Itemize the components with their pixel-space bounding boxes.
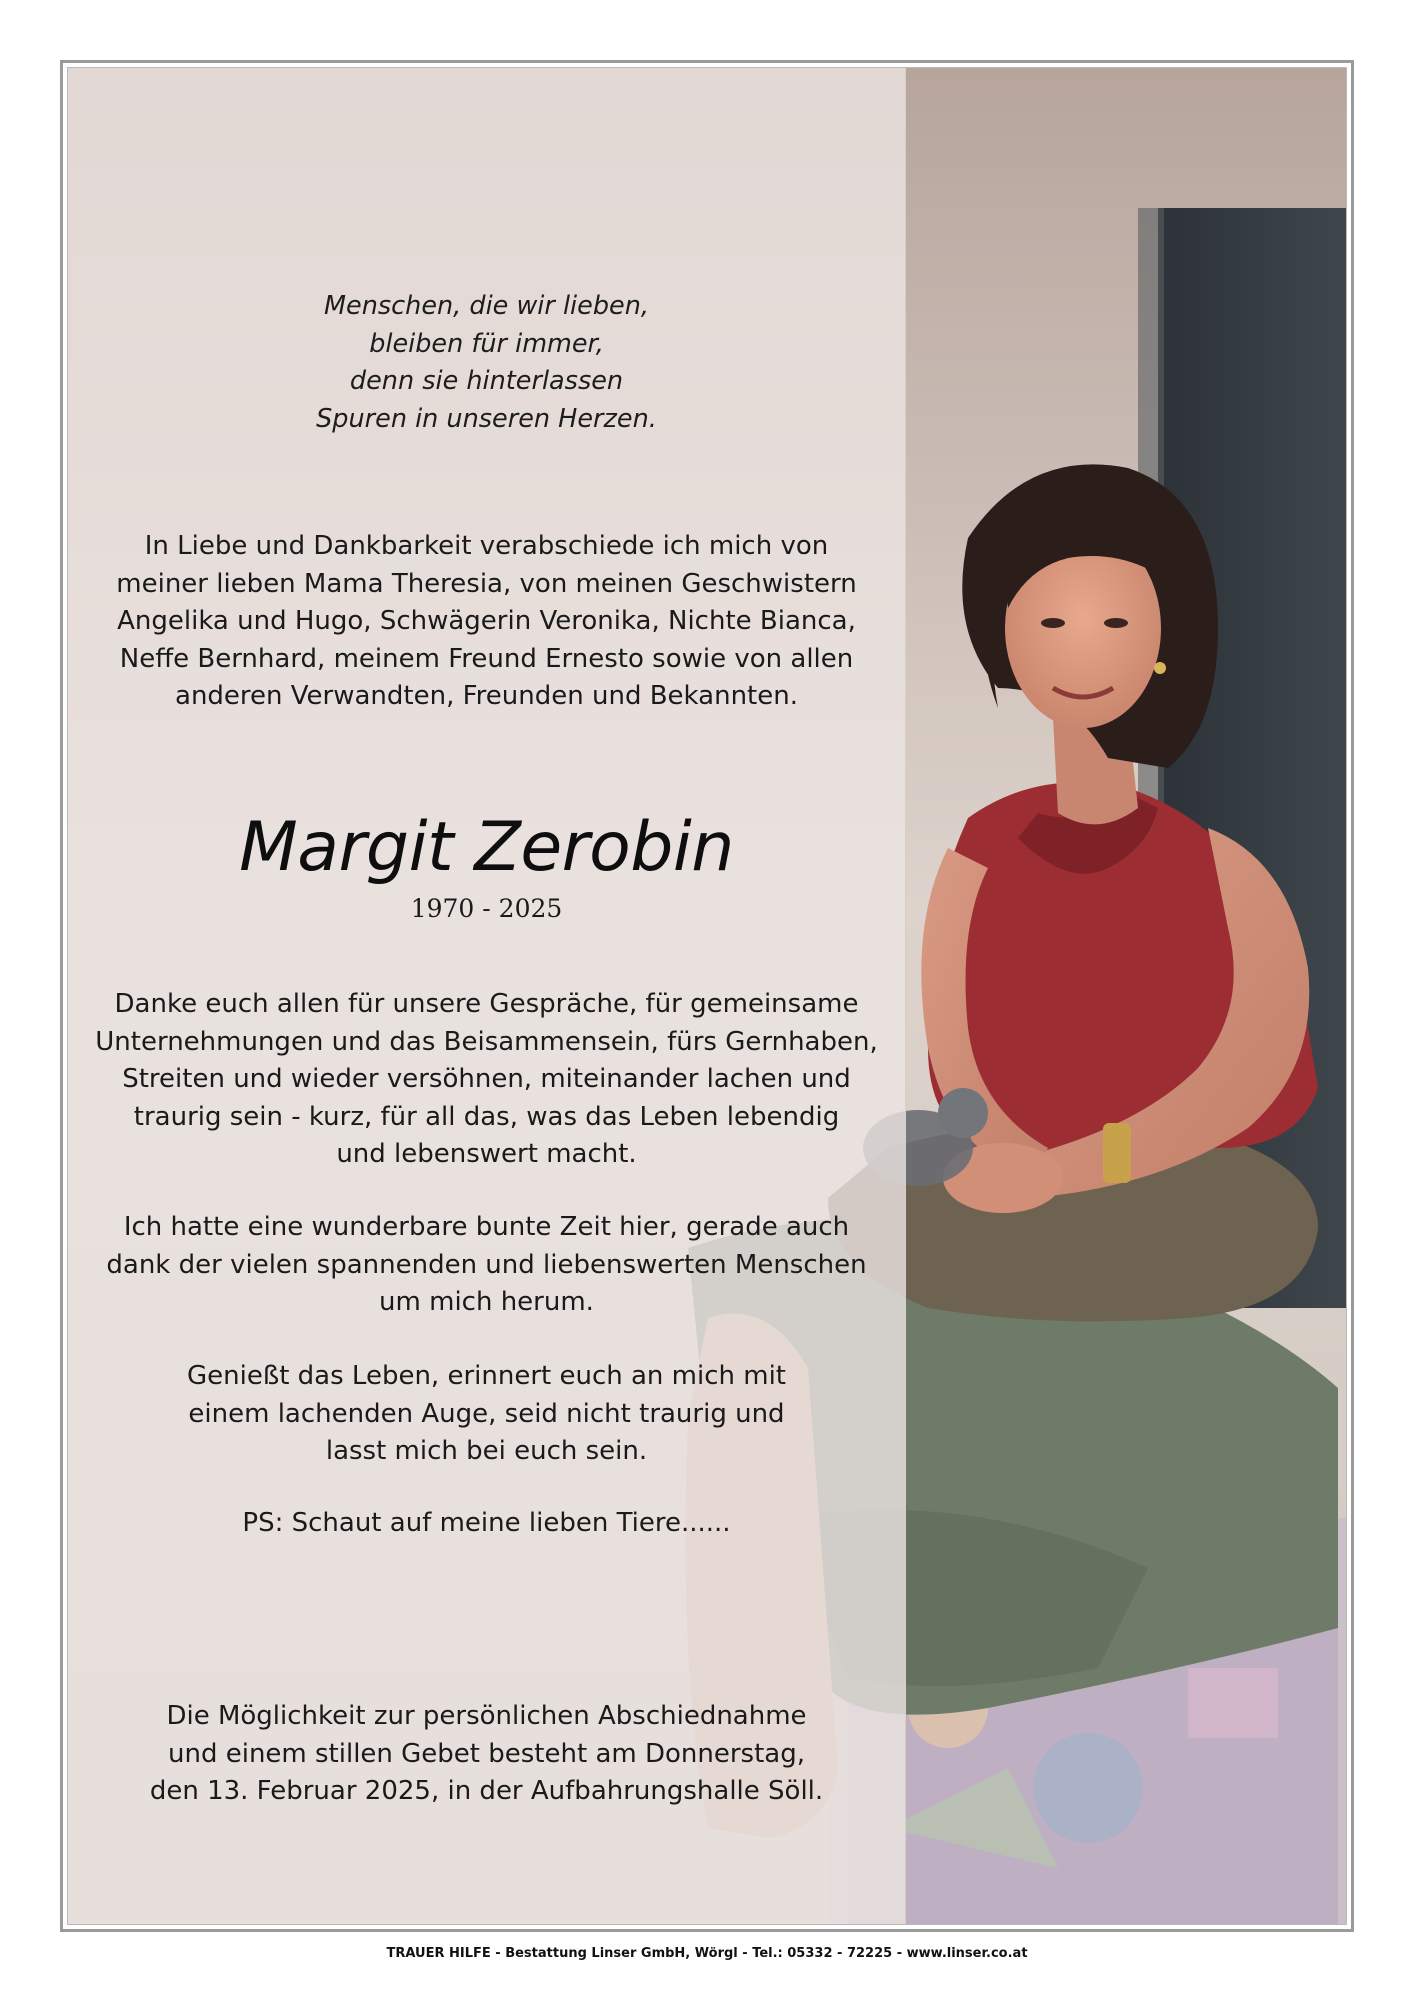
memorial-quote: Menschen, die wir lieben, bleiben für immer, denn sie hinterlassen Spuren in unseren Herzen. [316, 291, 657, 434]
enjoy-life-paragraph: Genießt das Leben, erinnert euch an mich mit einem lachenden Auge, seid nicht traurig und lasst mich bei euch sein. [187, 1361, 786, 1466]
deceased-name: Margit Zerobin [239, 808, 734, 887]
postscript: PS: Schaut auf meine lieben Tiere...... [242, 1508, 731, 1538]
wonderful-time-paragraph: Ich hatte eine wunderbare bunte Zeit hier, gerade auch dank der vielen spannenden und liebenswerten Menschen um mich herum. [106, 1212, 867, 1317]
viewing-info-paragraph: Die Möglichkeit zur persönlichen Abschiednahme und einem stillen Gebet besteht am Donnerstag, den 13. Februar 2025, in der Aufbahrungshalle Söll. [149, 1701, 824, 1806]
obituary-card [67, 67, 1347, 1925]
life-years: 1970 - 2025 [410, 894, 563, 923]
text-panel [68, 68, 906, 1925]
undertaker-footer: TRAUER HILFE - Bestattung Linser GmbH, Wörgl - Tel.: 05332 - 72225 - www.linser.co.at [386, 1946, 1028, 1961]
thanks-paragraph: Danke euch allen für unsere Gespräche, für gemeinsame Unternehmungen und das Beisammensein, fürs Gernhaben, Streiten und wieder versöhnen, miteinander lachen und traurig sein - kurz, für all das, was das Leben lebendig und lebenswert macht. [95, 989, 878, 1169]
farewell-paragraph: In Liebe und Dankbarkeit verabschiede ich mich von meiner lieben Mama Theresia, von meinen Geschwistern Angelika und Hugo, Schwägerin Veronika, Nichte Bianca, Neffe Bernhard, meinem Freund Ernesto sowie von allen anderen Verwandten, Freunden und Bekannten. [116, 531, 857, 711]
